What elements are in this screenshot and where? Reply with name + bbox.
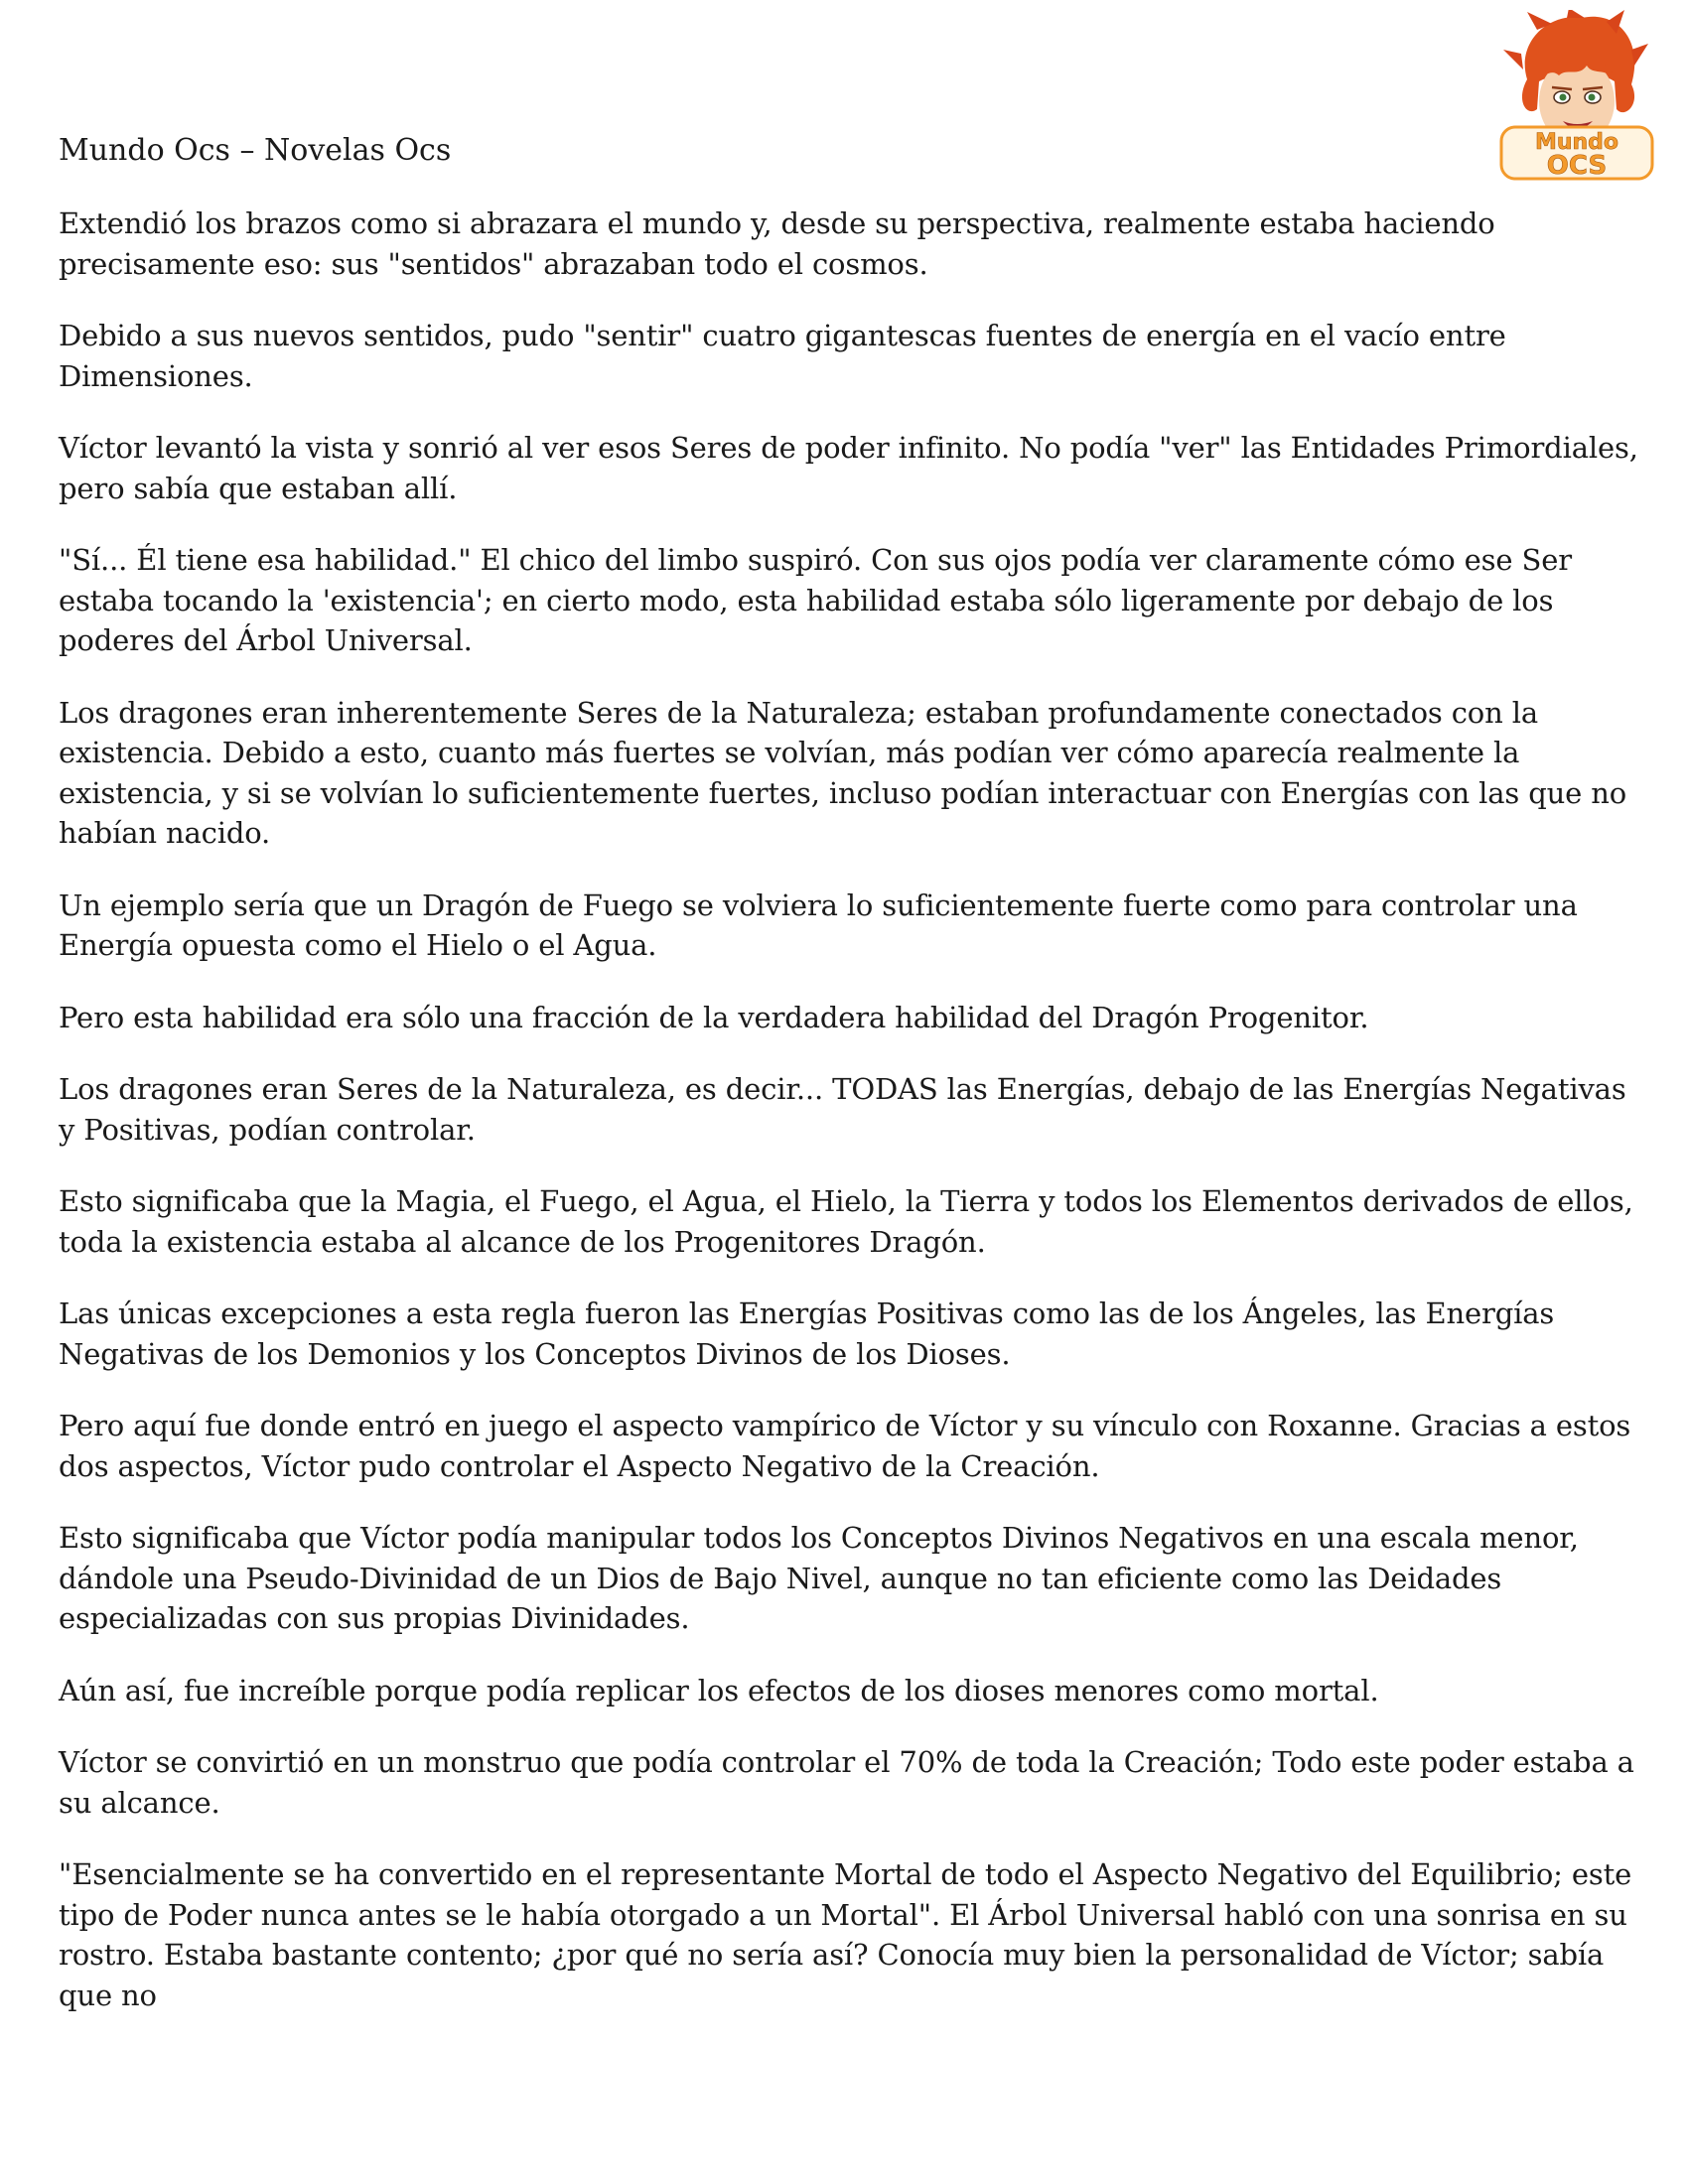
page-header: Mundo Ocs – Novelas Ocs <box>59 133 452 168</box>
paragraph: "Sí... Él tiene esa habilidad." El chico del limbo suspiró. Con sus ojos podía ver claramente cómo ese Ser estaba tocando la 'existencia'; en cierto modo, esta habilidad estaba sólo ligeramente por debajo de los poderes del Árbol Universal. <box>59 543 1572 657</box>
paragraph: Las únicas excepciones a esta regla fueron las Energías Positivas como las de los Ángeles, las Energías Negativas de los Demonios y los Conceptos Divinos de los Dioses. <box>59 1297 1555 1371</box>
mundo-ocs-logo <box>1497 10 1656 181</box>
paragraph: Debido a sus nuevos sentidos, pudo "sentir" cuatro gigantescas fuentes de energía en el vacío entre Dimensiones. <box>59 319 1506 393</box>
body-text <box>59 204 1645 2047</box>
svg-text:Mundo: Mundo <box>1534 130 1619 155</box>
paragraph: Los dragones eran inherentemente Seres de la Naturaleza; estaban profundamente conectados con la existencia. Debido a esto, cuanto más fuertes se volvían, más podían ver cómo aparecía realmente la existencia, y si se volvían lo suficientemente fuertes, incluso podían interactuar con Energías con las que no habían nacido. <box>59 695 1627 850</box>
paragraph: Los dragones eran Seres de la Naturaleza, es decir... TODAS las Energías, debajo de las Energías Negativas y Positivas, podían controlar. <box>59 1072 1626 1147</box>
paragraph: Víctor se convirtió en un monstruo que podía controlar el 70% de toda la Creación; Todo este poder estaba a su alcance. <box>59 1745 1634 1820</box>
paragraph: Aún así, fue increíble porque podía replicar los efectos de los dioses menores como mortal. <box>59 1673 1379 1707</box>
paragraph: Víctor levantó la vista y sonrió al ver esos Seres de poder infinito. No podía "ver" las Entidades Primordiales, pero sabía que estaban allí. <box>59 431 1638 505</box>
paragraph: Pero aquí fue donde entró en juego el aspecto vampírico de Víctor y su vínculo con Roxanne. Gracias a estos dos aspectos, Víctor pudo controlar el Aspecto Negativo de la Creación. <box>59 1409 1631 1483</box>
svg-text:OCS: OCS <box>1546 151 1608 181</box>
paragraph: Esto significaba que Víctor podía manipular todos los Conceptos Divinos Negativos en una escala menor, dándole una Pseudo-Divinidad de un Dios de Bajo Nivel, aunque no tan eficiente como las Deidades especializadas con sus propias Divinidades. <box>59 1521 1579 1635</box>
paragraph: "Esencialmente se ha convertido en el representante Mortal de todo el Aspecto Negativo del Equilibrio; este tipo de Poder nunca antes se le había otorgado a un Mortal". El Árbol Universal habló con una sonrisa en su rostro. Estaba bastante contento; ¿por qué no sería así? Conocía muy bien la personalidad de Víctor; sabía que no <box>59 1857 1632 2012</box>
paragraph: Pero esta habilidad era sólo una fracción de la verdadera habilidad del Dragón Progenitor. <box>59 1000 1369 1034</box>
paragraph: Un ejemplo sería que un Dragón de Fuego se volviera lo suficientemente fuerte como para controlar una Energía opuesta como el Hielo o el Agua. <box>59 887 1578 962</box>
paragraph: Esto significaba que la Magia, el Fuego, el Agua, el Hielo, la Tierra y todos los Elementos derivados de ellos, toda la existencia estaba al alcance de los Progenitores Dragón. <box>59 1184 1633 1259</box>
paragraph: Extendió los brazos como si abrazara el mundo y, desde su perspectiva, realmente estaba haciendo precisamente eso: sus "sentidos" abrazaban todo el cosmos. <box>59 206 1495 281</box>
